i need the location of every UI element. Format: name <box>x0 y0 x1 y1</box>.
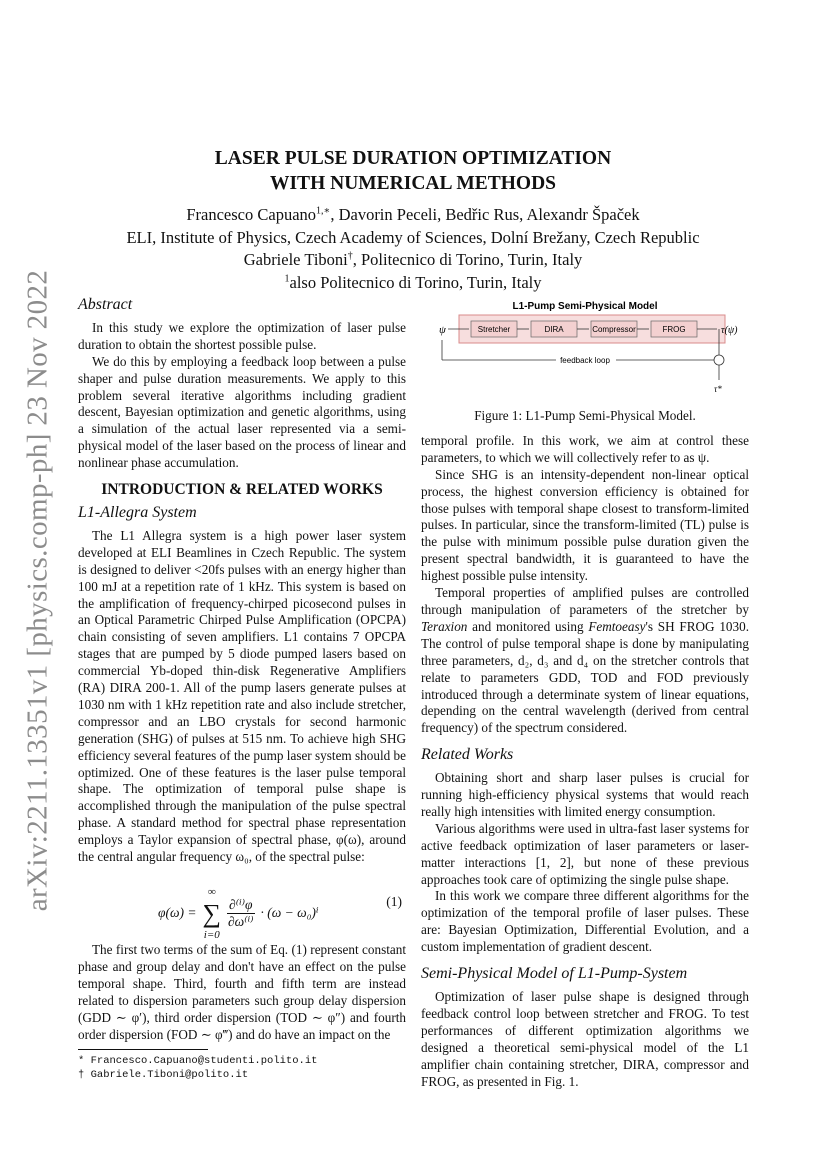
title-line-1: LASER PULSE DURATION OPTIMIZATION <box>214 148 612 169</box>
title-line-2: WITH NUMERICAL METHODS <box>269 173 557 194</box>
footnote-1: * Francesco.Capuano@studenti.polito.it <box>78 1055 318 1068</box>
summing-junction <box>714 355 724 365</box>
equation-lhs: φ(ω) = <box>158 905 197 921</box>
intro-paragraph-2: The first two terms of the sum of Eq. (1) represent constant phase and group delay and don't have an effect on the pulse temporal shape. Third, fourth and fifth term are instead related to dispersion parameters such group delay dispersion (GDD ∼ φ′), third order dispersion (TOD ∼ φ″) and fourth order dispersion (FOD ∼ φ‴) and do have an impact on the <box>78 942 406 1042</box>
related-paragraph-3: In this work we compare three different algorithms for the optimization of the temporal profile of laser pulses. These are: Bayesian Optimization, Differential Evolution, and a custom implementation of gradient descent. <box>421 888 749 955</box>
right-column <box>421 298 749 1090</box>
affiliation-polito: , Politecnico di Torino, Turin, Italy <box>352 250 583 269</box>
author-capuano: Francesco Capuano <box>186 205 317 224</box>
fraction-denominator: ∂ω⁽ⁱ⁾ <box>228 914 254 930</box>
figure-caption: Figure 1: L1-Pump Semi-Physical Model. <box>474 408 696 423</box>
p3-femtoeasy: Femtoeasy <box>588 618 646 634</box>
p3-text-b: and monitored using <box>467 618 589 634</box>
box-compressor-label: Compressor <box>592 325 636 334</box>
equation-1 <box>78 870 406 941</box>
abstract-heading: Abstract <box>78 296 133 313</box>
paper-title <box>100 146 726 196</box>
equation-sum <box>202 884 221 944</box>
block-diagram <box>421 298 749 402</box>
input-label: ψ <box>439 324 446 336</box>
author-others: , Davorin Peceli, Bedřic Rus, Alexandr Špaček <box>330 205 640 224</box>
right-paragraph-2: Since SHG is an intensity-dependent non-linear optical process, the highest conversion efficiency is obtained for those pulses with temporal shape closest to transform-limited pulses. In particular, since the transform-limited (TL) pulse is the pulse with minimum possible pulse duration given the present spectral bandwidth, it is guaranteed to have the highest possible pulse intensity. <box>421 466 749 584</box>
author-line-3 <box>100 249 726 272</box>
diagram-title: L1-Pump Semi-Physical Model <box>512 301 658 312</box>
box-dira-label: DIRA <box>544 325 564 334</box>
author-tiboni: Gabriele Tiboni <box>243 250 348 269</box>
arxiv-id: arXiv:2211.13351v1 [physics.comp-ph] 23 Nov 2022 <box>21 269 54 911</box>
related-paragraph-2: Various algorithms were used in ultra-fast laser systems for active feedback optimization of laser parameters or laser-matter interactions [1, 2], but none of these previous approaches took care of optimizing the single pulse shape. <box>421 820 749 887</box>
equation-body <box>158 884 319 944</box>
sum-symbol: ∑ <box>202 898 222 928</box>
figure-1 <box>421 298 749 402</box>
semi-physical-heading: Semi-Physical Model of L1-Pump-System <box>421 965 688 983</box>
author-line-1 <box>100 204 726 227</box>
sum-lower: i=0 <box>203 928 220 941</box>
equation-fraction <box>227 897 255 932</box>
abstract-paragraph-2: We do this by employing a feedback loop between a pulse shaper and pulse duration measurements. We apply to this problem several iterative algorithms including gradient descent, Bayesian optimization and genetic algorithms, using a simulation of the actual laser represented via a semi-physical model of the laser based on the process of linear and nonlinear phase accumulation. <box>78 353 406 471</box>
arxiv-sidebar <box>16 270 60 910</box>
abstract-paragraph-1: In this study we explore the optimization of laser pulse duration to obtain the shortest possible pulse. <box>78 319 406 352</box>
right-paragraph-3 <box>421 585 749 737</box>
p3-text-a: Temporal properties of amplified pulses are controlled through manipulation of parameters of the stretcher by <box>421 585 749 617</box>
box-frog-label: FROG <box>662 325 686 334</box>
footnote-2: † Gabriele.Tiboni@polito.it <box>78 1069 249 1082</box>
left-column <box>78 297 406 1082</box>
intro-paragraph-1: The L1 Allegra system is a high power laser system developed at ELI Beamlines in Czech Republic. The system is designed to deliver <20fs pulses with an energy higher than 100 mJ at a repetition rate of 1 kHz. This system is based on the amplification of frequency-chirped picosecond pulses in an Optical Parametric Chirped Pulse Amplification (OPCPA) chain consisting of seven amplifiers. L1 contains 7 OPCPA stages that are pumped by 5 diode pumped lasers based on commercial Yb-doped thin-disk Regenerative Amplifiers (RA) DIRA 200-1. All of the pump lasers generate pulses at 1030 nm with 1 kHz repetition rate and also include stretcher, compressor and an LBO crystals for second harmonic generation (SHG) of pulses at 515 nm. To achieve high SHG efficiency several features of the pump laser system should be optimized. One of these features is the laser pulse temporal shape. The optimization of temporal pulse shape is accomplished through the manipulation of the pulse spectral phase. A standard method for spectral phase representation employs a Taylor expansion of spectral phase, φ(ω), around the central angular frequency ω₀, of the spectral pulse: <box>78 527 406 865</box>
fraction-numerator: ∂⁽ⁱ⁾φ <box>227 897 255 915</box>
author-block <box>100 204 726 294</box>
sum-upper: ∞ <box>207 886 216 898</box>
author-line-4 <box>100 272 726 295</box>
target-label: τ* <box>714 384 722 394</box>
affiliation-mark: 1 <box>284 273 290 284</box>
section-heading-intro: INTRODUCTION & RELATED WORKS <box>101 481 383 499</box>
output-label: τ(ψ) <box>721 325 738 336</box>
equation-rhs: · (ω − ω₀)ⁱ <box>260 905 319 921</box>
semi-physical-paragraph: Optimization of laser pulse shape is designed through feedback control loop between stretcher and FROG. To test performances of different optimization algorithms we designed a theoretical semi-physical model of the L1 amplifier chain containing stretcher, DIRA, compressor and FROG, as presented in Fig. 1. <box>421 989 749 1089</box>
equation-number: (1) <box>386 894 402 909</box>
author-capuano-mark: 1,∗ <box>316 205 331 217</box>
author-tiboni-mark: † <box>347 250 353 262</box>
p3-text-c: 's SH FROG 1030. The control of pulse temporal shape is done by manipulating three parameters, d₂, d₃ and d₄ on the stretcher controls that relate to parameters GDD, TOD and FOD previously introduced through a determinate system of linear equations, depending on the central wavelength (derived from central frequency) of the spectrum considered. <box>421 618 749 736</box>
subsection-heading-allegra: L1-Allegra System <box>78 503 197 521</box>
footnote-rule <box>78 1049 208 1050</box>
affiliation-eli: ELI, Institute of Physics, Czech Academy of Sciences, Dolní Brežany, Czech Republic <box>126 227 700 247</box>
affiliation-also: also Politecnico di Torino, Turin, Italy <box>289 272 542 292</box>
feedback-label: feedback loop <box>560 356 610 365</box>
p3-teraxion: Teraxion <box>421 618 468 634</box>
related-works-heading: Related Works <box>421 746 514 764</box>
right-paragraph-1: temporal profile. In this work, we aim at control these parameters, to which we will collectively refer to as ψ. <box>421 432 749 465</box>
related-paragraph-1: Obtaining short and sharp laser pulses is crucial for running high-efficiency physical systems that would reach really high intensities with limited energy consumption. <box>421 770 749 819</box>
box-stretcher-label: Stretcher <box>477 325 511 334</box>
